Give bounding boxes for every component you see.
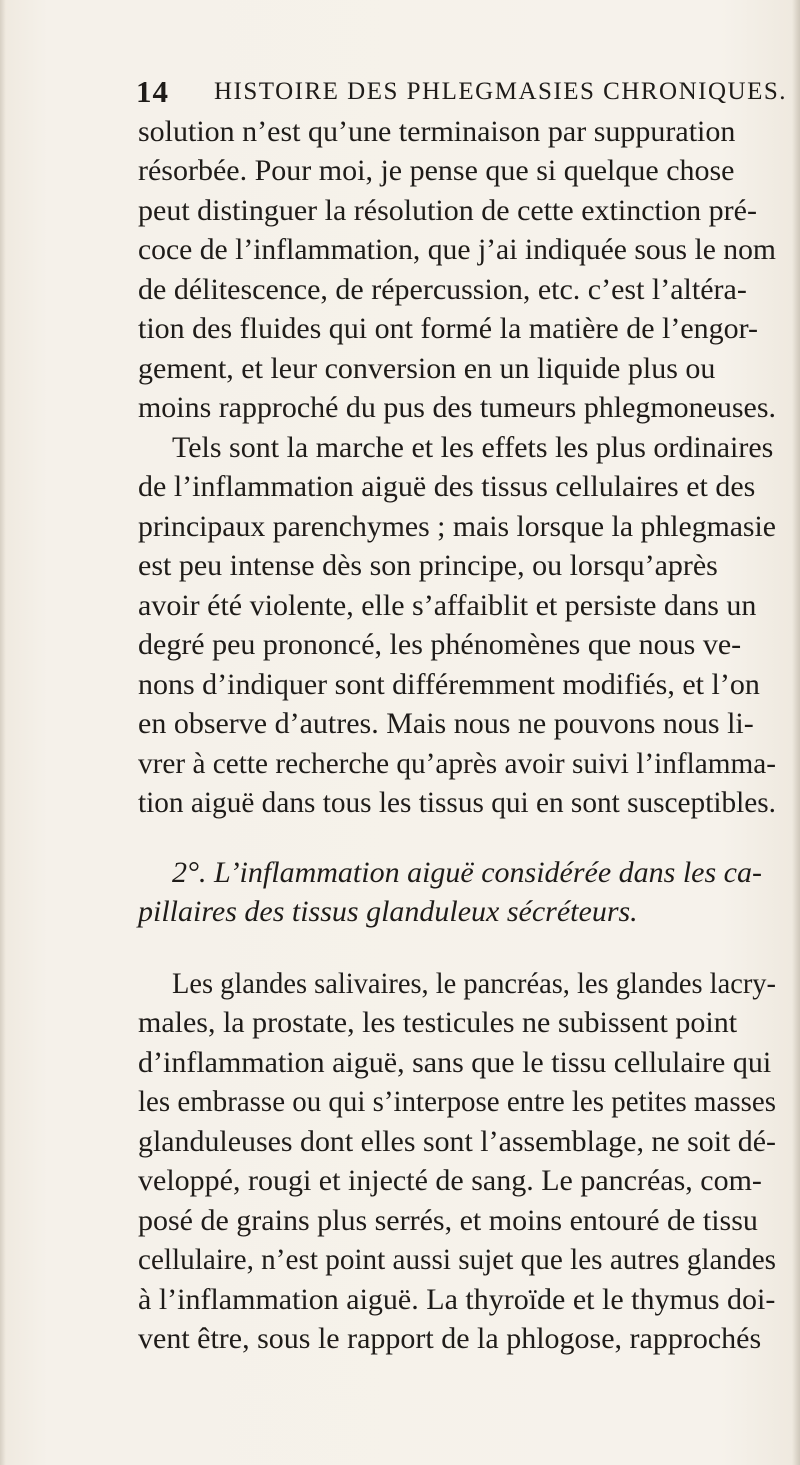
text-line: avoir été violente, elle s’affaiblit et persiste dans un [138, 589, 757, 622]
running-title: HISTOIRE DES PHLEGMASIES CHRONIQUES. [214, 78, 788, 105]
section-heading: pillaires des tissus glanduleux sécréteurs. [138, 895, 638, 928]
scan-shadow-left [0, 0, 6, 1465]
scan-shadow-right [792, 0, 800, 1465]
text-line: est peu intense dès son principe, ou lorsqu’après [138, 549, 718, 582]
text-line: de l’inflammation aiguë des tissus cellulaires et des [138, 470, 756, 503]
text-line: nons d’indiquer sont différemment modifiés, et l’on [138, 668, 760, 701]
text-line: les embrasse ou qui s’interpose entre les petites masses [138, 1085, 777, 1118]
text-line: résorbée. Pour moi, je pense que si quelque chose [138, 154, 735, 187]
text-line: tion aiguë dans tous les tissus qui en sont susceptibles. [138, 786, 777, 819]
text-line: posé de grains plus serrés, et moins entouré de tissu [138, 1204, 758, 1237]
text-line: glanduleuses dont elles sont l’assemblage, ne soit dé- [138, 1125, 777, 1158]
text-line: vrer à cette recherche qu’après avoir suivi l’inflamma- [138, 747, 777, 780]
text-line: peut distinguer la résolution de cette extinction pré- [138, 194, 757, 227]
text-line: d’inflammation aiguë, sans que le tissu cellulaire qui [138, 1046, 772, 1079]
text-line: cellulaire, n’est point aussi sujet que les autres glandes [138, 1243, 777, 1276]
text-line: de délitescence, de répercussion, etc. c’est l’altéra- [138, 273, 747, 306]
text-line: en observe d’autres. Mais nous ne pouvons nous li- [138, 707, 754, 740]
text-line: gement, et leur conversion en un liquide plus ou [138, 352, 716, 385]
text-line: coce de l’inflammation, que j’ai indiquée sous le nom [138, 233, 776, 266]
text-line: Les glandes salivaires, le pancréas, les glandes lacry- [172, 967, 776, 1000]
text-line: solution n’est qu’une terminaison par suppuration [138, 115, 736, 148]
text-line: Tels sont la marche et les effets les plus ordinaires [172, 431, 774, 464]
text-line: males, la prostate, les testicules ne subissent point [138, 1006, 738, 1039]
text-line: moins rapproché du pus des tumeurs phlegmoneuses. [138, 391, 776, 424]
text-line: tion des fluides qui ont formé la matière de l’engor- [138, 312, 759, 345]
text-line: principaux parenchymes ; mais lorsque la phlegmasie [138, 510, 776, 543]
running-header [136, 74, 788, 114]
text-line: veloppé, rougi et injecté de sang. Le pancréas, com- [138, 1164, 762, 1197]
text-line: à l’inflammation aiguë. La thyroïde et le thymus doi- [138, 1283, 776, 1316]
section-heading: 2°. L’inflammation aiguë considérée dans les ca- [172, 856, 762, 889]
text-line: vent être, sous le rapport de la phlogose, rapprochés [138, 1322, 762, 1355]
text-line: degré peu prononcé, les phénomènes que nous ve- [138, 628, 742, 661]
page-number: 14 [136, 74, 169, 109]
